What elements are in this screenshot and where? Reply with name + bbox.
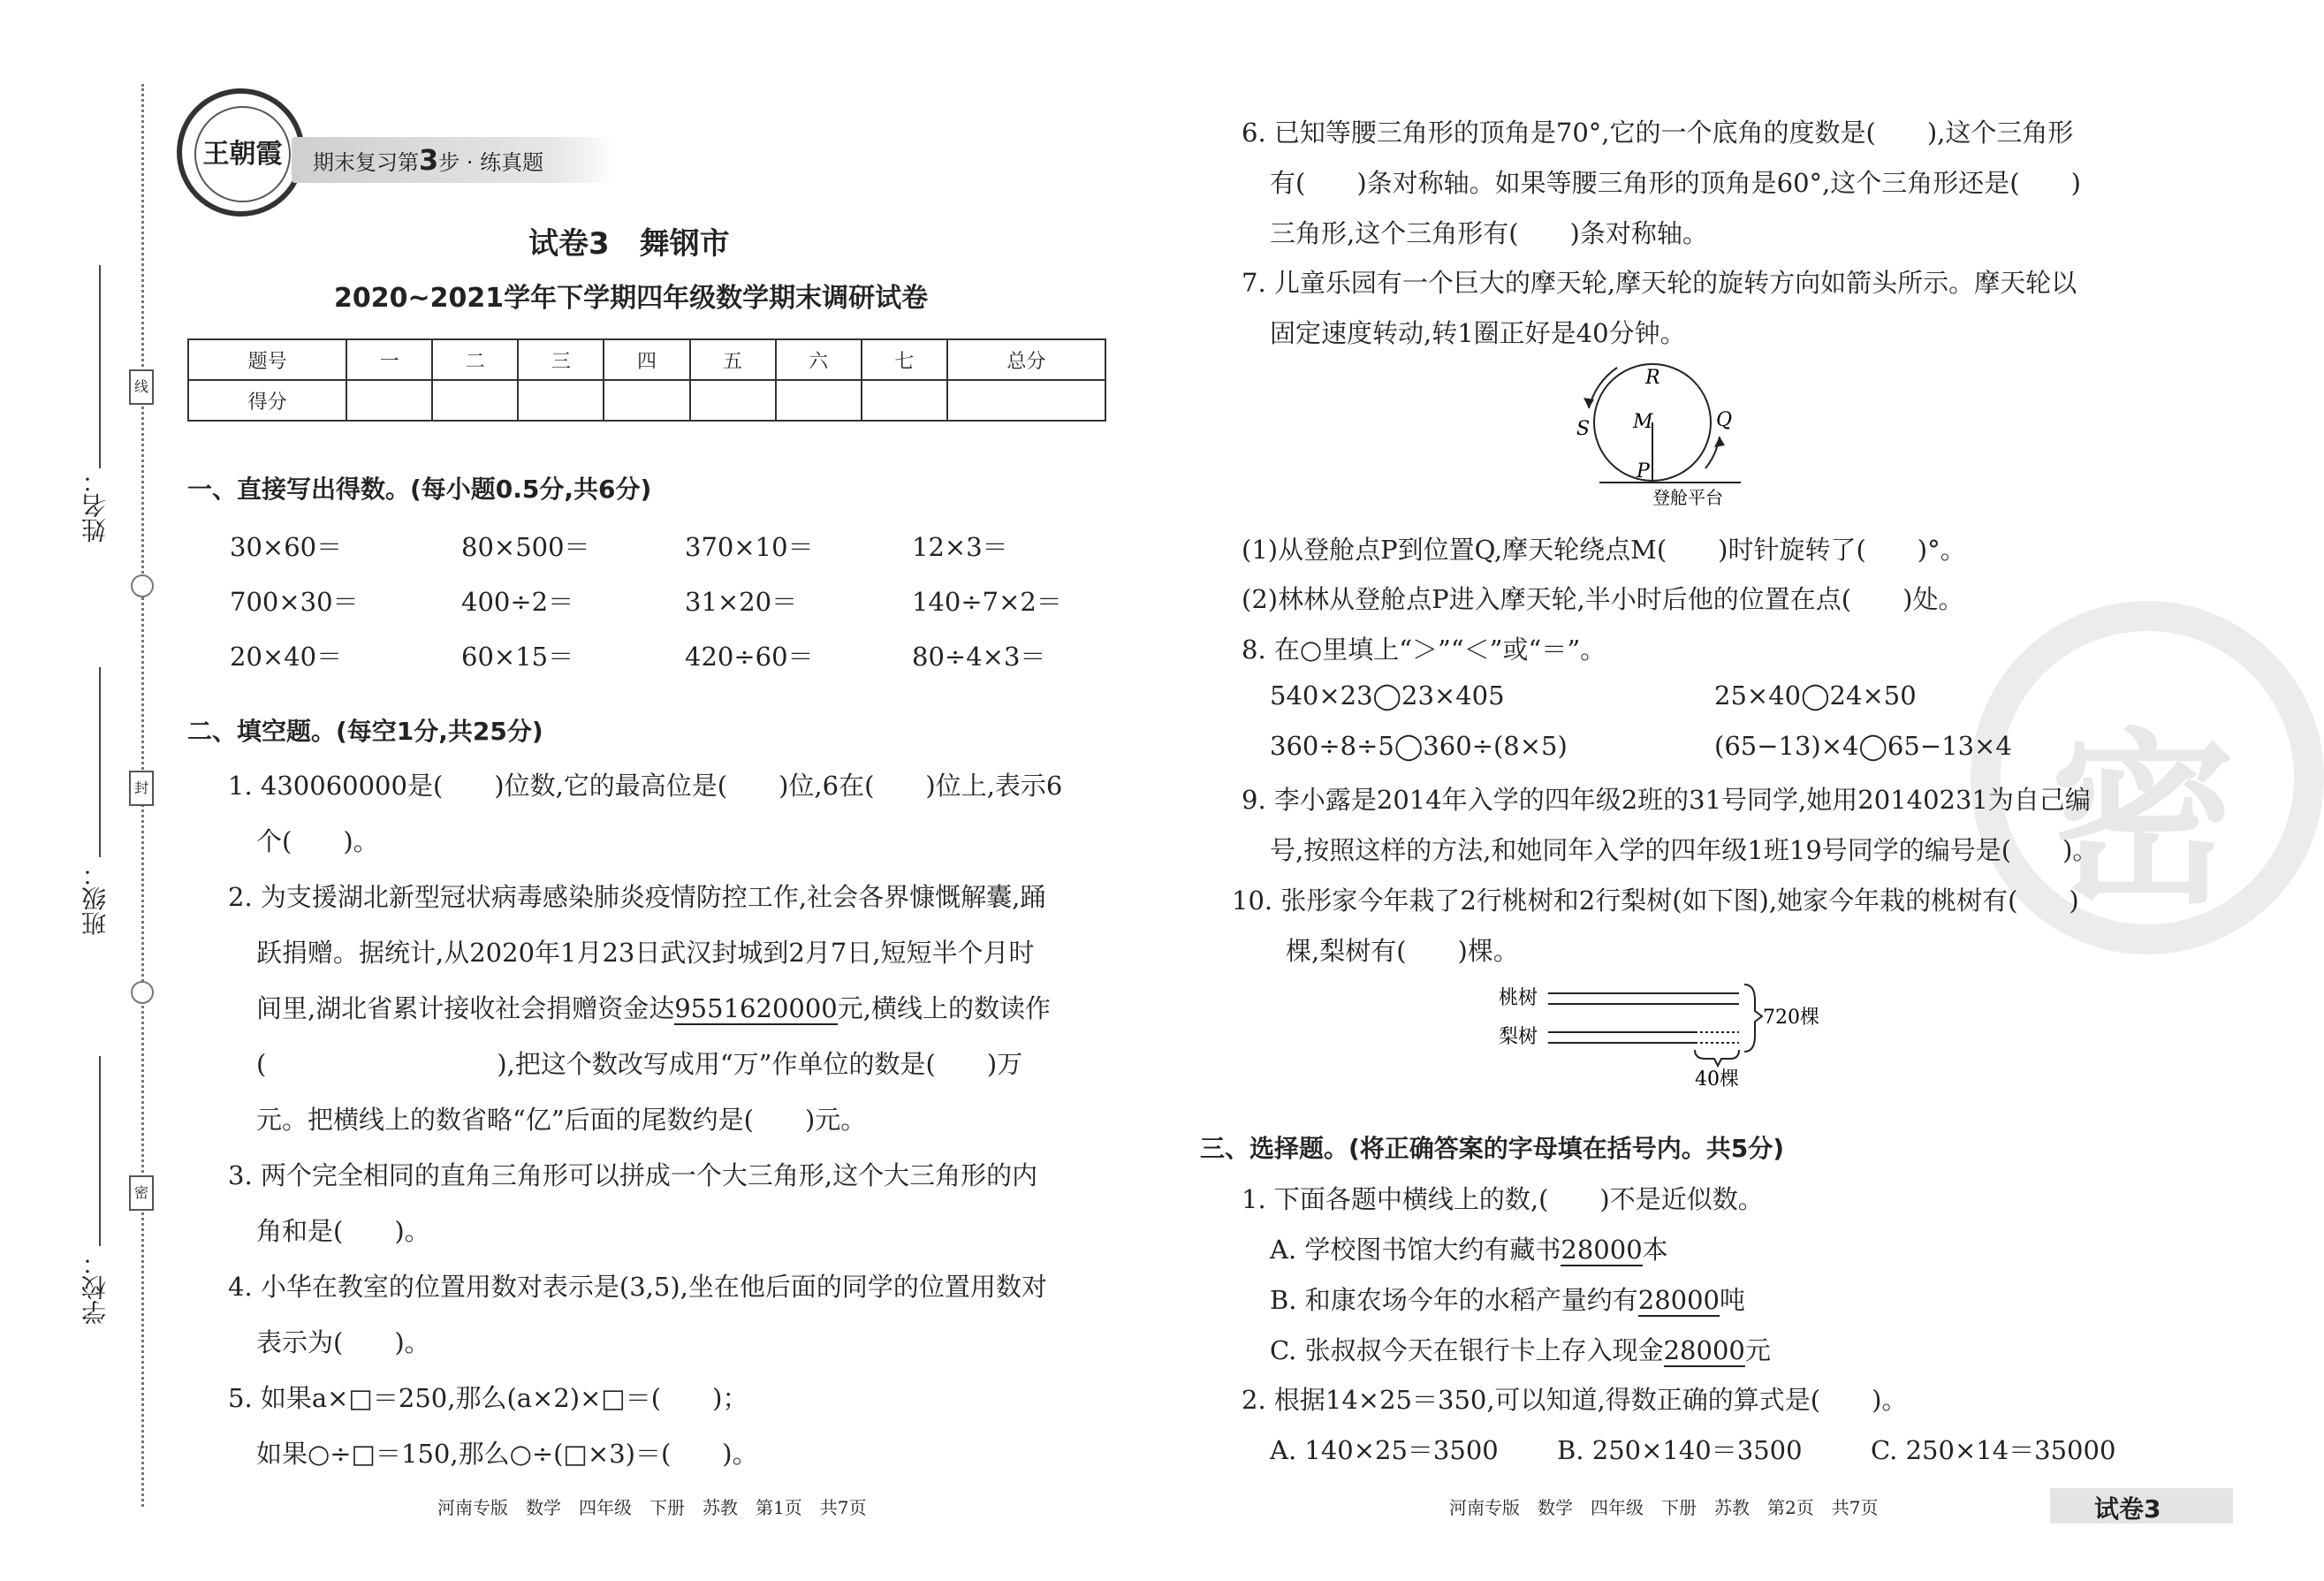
calc-item: 140÷7×2＝ <box>912 587 1062 617</box>
score-blank[interactable] <box>604 380 689 421</box>
question-2-10-line: 棵,梨树有( )棵。 <box>1286 936 1519 966</box>
calc-item: 420÷60＝ <box>685 642 814 672</box>
score-table <box>187 338 1106 422</box>
calc-item: 80÷4×3＝ <box>912 642 1046 672</box>
score-cell: 五 <box>690 339 776 380</box>
calc-item: 700×30＝ <box>230 587 359 617</box>
question-3-1-line: 1. 下面各题中横线上的数,( )不是近似数。 <box>1242 1184 1764 1214</box>
question-2-5-line: 如果○÷□＝150,那么○÷(□×3)＝( )。 <box>256 1439 758 1469</box>
pear-label: 梨树 <box>1499 1026 1538 1048</box>
question-3-2-line: 2. 根据14×25＝350,可以知道,得数正确的算式是( )。 <box>1242 1385 1908 1415</box>
compare-item: 360÷8÷5◯360÷(8×5) <box>1270 731 1568 761</box>
paper-subtitle: 2020~2021学年下学期四年级数学期末调研试卷 <box>334 283 929 314</box>
point-s-label: S <box>1576 418 1591 440</box>
bind-mark-secret: 密 <box>129 1175 154 1211</box>
question-2-8-line: 8. 在○里填上“＞”“＜”或“＝”。 <box>1242 635 1606 665</box>
difference-label: 40棵 <box>1695 1068 1739 1091</box>
bind-hole <box>131 574 154 597</box>
banner-suffix: 步 · 练真题 <box>438 150 544 175</box>
score-blank[interactable] <box>346 380 432 421</box>
section-2-title: 二、填空题。(每空1分,共25分) <box>187 717 543 746</box>
option-line: A. 140×25＝3500 <box>1270 1435 1499 1465</box>
option-text: 本 <box>1642 1235 1668 1265</box>
score-blank[interactable] <box>518 380 604 421</box>
calc-item: 60×15＝ <box>461 642 574 672</box>
class-write-line <box>99 667 101 857</box>
score-cell: 四 <box>604 339 689 380</box>
calc-item: 400÷2＝ <box>461 587 574 617</box>
score-table-score-row <box>188 380 1105 421</box>
question-2-10-line: 10. 张彤家今年栽了2行桃树和2行梨树(如下图),她家今年栽的桃树有( ) <box>1232 886 2079 916</box>
option-text: C. 张叔叔今天在银行卡上存入现金 <box>1270 1335 1664 1365</box>
question-2-7-part-1: (1)从登舱点P到位置Q,摩天轮绕点M( )时针旋转了( )°。 <box>1242 535 1966 565</box>
score-cell: 总分 <box>947 339 1105 380</box>
question-2-7-part-2: (2)林林从登舱点P进入摩天轮,半小时后他的位置在点( )处。 <box>1242 584 1964 614</box>
q2-text: 元,横线上的数读作 <box>837 993 1051 1023</box>
option-line: B. 250×140＝3500 <box>1557 1435 1803 1465</box>
score-blank[interactable] <box>947 380 1105 421</box>
question-2-2-line: 元。把横线上的数省略“亿”后面的尾数约是( )元。 <box>256 1105 867 1135</box>
point-r-label: R <box>1645 367 1660 389</box>
calc-item: 20×40＝ <box>230 642 343 672</box>
score-cell: 七 <box>862 339 947 380</box>
question-2-3-line: 3. 两个完全相同的直角三角形可以拼成一个大三角形,这个大三角形的内 <box>228 1160 1038 1190</box>
score-row-label: 得分 <box>188 380 346 421</box>
score-cell: 一 <box>346 339 432 380</box>
underlined-number: 28000 <box>1663 1335 1745 1365</box>
point-q-label: Q <box>1716 409 1733 431</box>
question-2-2-line <box>256 989 1051 1025</box>
question-2-1-line: 1. 430060000是( )位数,它的最高位是( )位,6在( )位上,表示6 <box>228 771 1063 801</box>
option-text: B. 和康农场今年的水稻产量约有 <box>1270 1285 1638 1315</box>
bind-mark-line: 线 <box>129 369 154 405</box>
review-step-banner <box>292 137 619 183</box>
calc-item: 370×10＝ <box>685 532 814 562</box>
paper-tag-label: 试卷3 <box>2094 1494 2161 1524</box>
banner-prefix: 期末复习第 <box>313 150 419 175</box>
paper-title: 试卷3 舞钢市 <box>528 226 730 262</box>
publisher-logo <box>177 88 305 217</box>
option-text: 吨 <box>1720 1285 1746 1315</box>
peach-label: 桃树 <box>1499 987 1538 1009</box>
question-2-4-line: 表示为( )。 <box>256 1327 430 1357</box>
underlined-number: 28000 <box>1561 1235 1643 1265</box>
calc-item: 31×20＝ <box>685 587 798 617</box>
question-2-3-line: 角和是( )。 <box>256 1216 430 1246</box>
q2-text: 间里,湖北省累计接收社会捐赠资金达 <box>256 993 675 1023</box>
rotation-arrow <box>1589 368 1617 408</box>
question-2-6-line: 有( )条对称轴。如果等腰三角形的顶角是60°,这个三角形还是( ) <box>1270 168 2081 198</box>
question-2-2-line: ( ),把这个数改写成用“万”作单位的数是( )万 <box>256 1049 1023 1079</box>
school-write-line <box>99 1056 101 1246</box>
school-label: 学校： <box>80 1250 110 1325</box>
class-label: 班级： <box>80 862 110 936</box>
question-2-6-line: 6. 已知等腰三角形的顶角是70°,它的一个底角的度数是( ),这个三角形 <box>1242 118 2074 148</box>
point-m-label: M <box>1633 411 1653 433</box>
option-line <box>1270 1331 1771 1367</box>
score-cell: 题号 <box>188 339 346 380</box>
question-2-6-line: 三角形,这个三角形有( )条对称轴。 <box>1270 218 1708 248</box>
question-2-5-line: 5. 如果a×□＝250,那么(a×2)×□＝( )； <box>228 1383 748 1413</box>
score-table-header-row <box>188 339 1105 380</box>
page-footer-right: 河南专版 数学 四年级 下册 苏教 第2页 共7页 <box>1449 1497 1879 1518</box>
difference-brace <box>1695 1050 1739 1066</box>
name-label: 姓名： <box>80 468 110 543</box>
question-2-7-line: 7. 儿童乐园有一个巨大的摩天轮,摩天轮的旋转方向如箭头所示。摩天轮以 <box>1242 268 2077 298</box>
question-2-9-line: 9. 李小露是2014年入学的四年级2班的31号同学,她用20140231为自己编 <box>1242 785 2091 815</box>
arrow-head-icon <box>1714 437 1725 447</box>
section-3-title: 三、选择题。(将正确答案的字母填在括号内。共5分) <box>1200 1134 1785 1163</box>
calc-item: 12×3＝ <box>912 532 1008 562</box>
score-blank[interactable] <box>776 380 862 421</box>
score-cell: 二 <box>432 339 518 380</box>
question-2-7-line: 固定速度转动,转1圈正好是40分钟。 <box>1270 318 1686 348</box>
question-2-2-line: 跃捐赠。据统计,从2020年1月23日武汉封城到2月7日,短短半个月时 <box>256 938 1035 968</box>
banner-step-number: 3 <box>419 143 439 177</box>
score-cell: 三 <box>518 339 604 380</box>
calc-item: 80×500＝ <box>461 532 590 562</box>
option-text: 元 <box>1744 1335 1771 1365</box>
score-blank[interactable] <box>690 380 776 421</box>
tree-line-diagram <box>1493 972 1819 1091</box>
question-2-1-line: 个( )。 <box>256 826 379 856</box>
calc-item: 30×60＝ <box>230 532 343 562</box>
total-label: 720棵 <box>1763 1007 1819 1029</box>
underlined-number: 28000 <box>1637 1285 1720 1315</box>
compare-item: 540×23◯23×405 <box>1270 680 1505 711</box>
option-text: A. 学校图书馆大约有藏书 <box>1270 1235 1561 1265</box>
point-p-label: P <box>1637 460 1650 483</box>
compare-item: (65−13)×4◯65−13×4 <box>1714 731 2012 761</box>
option-line <box>1270 1230 1668 1266</box>
bind-hole <box>131 981 154 1004</box>
logo-text: 王朝霞 <box>194 106 291 202</box>
score-blank[interactable] <box>862 380 947 421</box>
option-line: C. 250×14＝35000 <box>1871 1435 2116 1465</box>
score-cell: 六 <box>776 339 862 380</box>
total-brace <box>1744 984 1762 1052</box>
question-2-9-line: 号,按照这样的方法,和她同年入学的四年级1班19号同学的编号是( )。 <box>1270 835 2099 865</box>
underlined-number: 9551620000 <box>674 993 838 1023</box>
question-2-4-line: 4. 小华在教室的位置用数对表示是(3,5),坐在他后面的同学的位置用数对 <box>228 1272 1047 1302</box>
option-line <box>1270 1281 1745 1317</box>
platform-label: 登舱平台 <box>1652 487 1723 508</box>
score-blank[interactable] <box>432 380 518 421</box>
bind-mark-seal: 封 <box>129 771 154 806</box>
section-1-title: 一、直接写出得数。(每小题0.5分,共6分) <box>187 475 652 504</box>
ferris-wheel-figure <box>1564 353 1767 517</box>
compare-item: 25×40◯24×50 <box>1714 680 1917 711</box>
watermark-seal-char: 密 <box>2050 712 2237 929</box>
page-footer-left: 河南专版 数学 四年级 下册 苏教 第1页 共7页 <box>437 1497 867 1518</box>
question-2-2-line: 2. 为支援湖北新型冠状病毒感染肺炎疫情防控工作,社会各界慷慨解囊,踊 <box>228 882 1046 912</box>
arrow-head-icon <box>1584 398 1594 408</box>
name-write-line <box>99 265 101 468</box>
